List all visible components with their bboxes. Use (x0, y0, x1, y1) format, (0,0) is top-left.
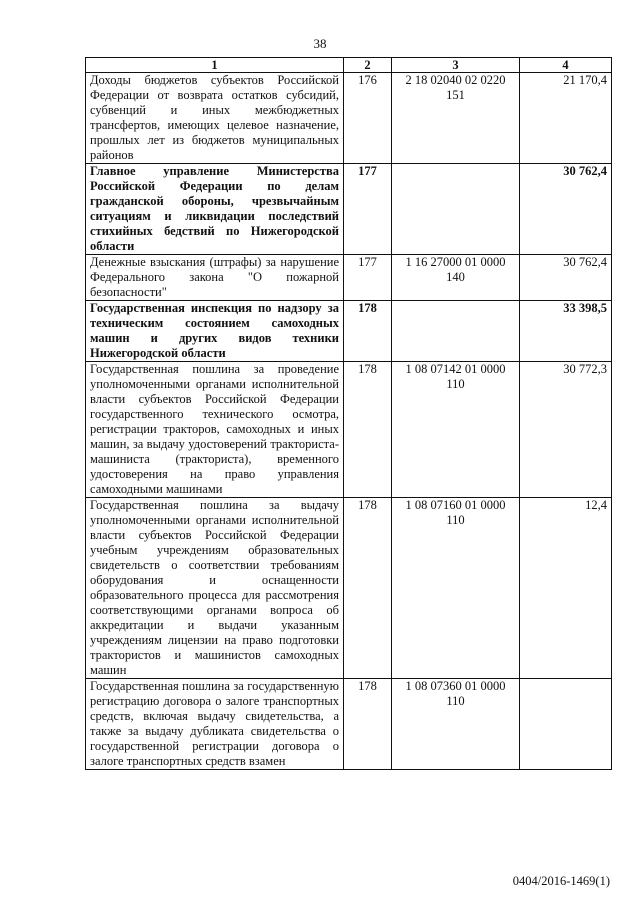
row-admin-code: 177 (344, 255, 392, 301)
header-col-4: 4 (520, 58, 612, 73)
page-number: 38 (313, 36, 327, 51)
table-row (86, 164, 612, 255)
row-kbk-code: 1 16 27000 01 0000 140 (392, 255, 520, 301)
table-row (86, 679, 612, 770)
row-description: Доходы бюджетов субъектов Российской Федерации от возврата остатков субсидий, субвенций и иных межбюджетных трансфертов, имеющих целевое назначение, прошлых лет из бюджетов муниципальных районов (86, 73, 344, 164)
row-amount (520, 679, 612, 770)
header-row (86, 58, 612, 73)
document-registration-code: 0404/2016-1469(1) (512, 874, 610, 888)
row-description: Государственная пошлина за проведение уполномоченными органами исполнительной власти субъектов Российской Федерации государственного технического осмотра, регистрации тракторов, самоходных и иных машин, за выдачу удостоверений тракториста-машиниста (тракториста), временного удостоверения на право управления самоходными машинами (86, 362, 344, 498)
row-amount: 30 772,3 (520, 362, 612, 498)
revenue-table (85, 57, 612, 770)
row-amount: 12,4 (520, 498, 612, 679)
row-kbk-code: 1 08 07142 01 0000 110 (392, 362, 520, 498)
table-row (86, 362, 612, 498)
row-description: Денежные взыскания (штрафы) за нарушение Федерального закона "О пожарной безопасности" (86, 255, 344, 301)
row-amount: 30 762,4 (520, 164, 612, 255)
row-amount: 30 762,4 (520, 255, 612, 301)
table-row (86, 498, 612, 679)
row-description: Государственная пошлина за государственную регистрацию договора о залоге транспортных средств, включая выдачу свидетельства, а также за выдачу дубликата свидетельства о государственной регистрации договора о залоге транспортных средств взамен (86, 679, 344, 770)
row-kbk-code: 2 18 02040 02 0220 151 (392, 73, 520, 164)
row-kbk-code: 1 08 07160 01 0000 110 (392, 498, 520, 679)
header-col-3: 3 (392, 58, 520, 73)
row-description: Государственная инспекция по надзору за техническим состоянием самоходных машин и других видов техники Нижегородской области (86, 301, 344, 362)
row-admin-code: 178 (344, 679, 392, 770)
row-admin-code: 176 (344, 73, 392, 164)
header-col-2: 2 (344, 58, 392, 73)
row-kbk-code (392, 164, 520, 255)
table-row (86, 301, 612, 362)
row-kbk-code: 1 08 07360 01 0000 110 (392, 679, 520, 770)
row-admin-code: 177 (344, 164, 392, 255)
row-amount: 33 398,5 (520, 301, 612, 362)
row-admin-code: 178 (344, 362, 392, 498)
row-description: Главное управление Министерства Российской Федерации по делам гражданской обороны, чрезвычайным ситуациям и ликвидации последствий стихийных бедствий по Нижегородской области (86, 164, 344, 255)
row-description: Государственная пошлина за выдачу уполномоченными органами исполнительной власти субъектов Российской Федерации учебным учреждениям образовательных свидетельств о соответствии требованиям оборудования и оснащенности образовательного процесса для рассмотрения соответствующими органами вопроса об аккредитации и выдачи указанным учреждениям лицензии на право подготовки трактористов и машинистов самоходных машин (86, 498, 344, 679)
row-admin-code: 178 (344, 498, 392, 679)
row-admin-code: 178 (344, 301, 392, 362)
header-col-1: 1 (86, 58, 344, 73)
row-amount: 21 170,4 (520, 73, 612, 164)
table-row (86, 255, 612, 301)
row-kbk-code (392, 301, 520, 362)
table-row (86, 73, 612, 164)
